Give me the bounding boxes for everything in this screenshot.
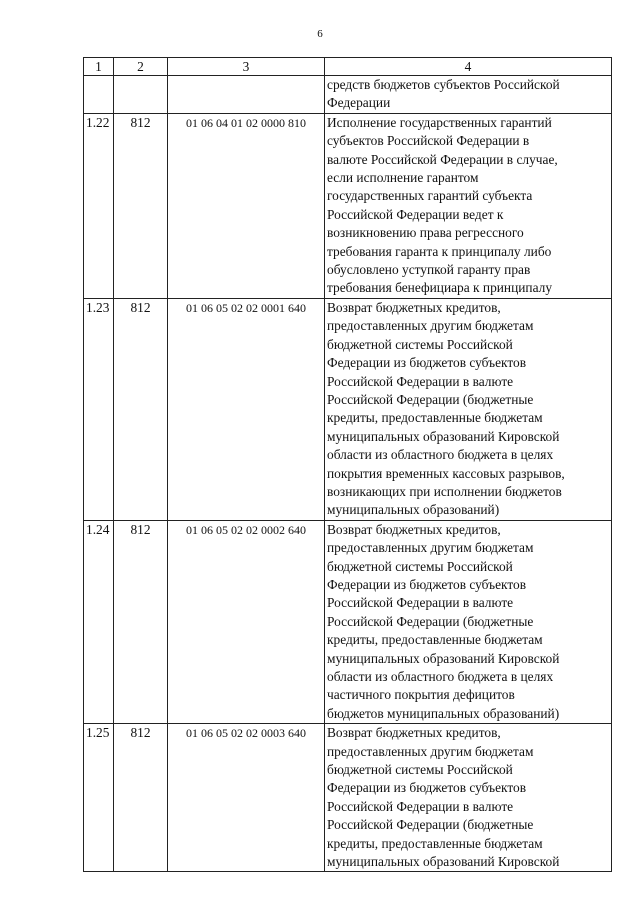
- description-line: если исполнение гарантом: [327, 170, 479, 186]
- description-line: Федерации из бюджетов субъектов: [327, 780, 527, 796]
- budget-code-table: [83, 57, 612, 872]
- description-line: покрытия временных кассовых разрывов,: [327, 465, 565, 481]
- row-number: [84, 76, 114, 114]
- chapter-code: [114, 76, 168, 114]
- source-description: [325, 724, 612, 872]
- description-line: Возврат бюджетных кредитов,: [327, 299, 501, 315]
- description-line: бюджетной системы Российской: [327, 558, 513, 574]
- description-line: бюджетной системы Российской: [327, 336, 513, 352]
- table-row: [84, 520, 612, 723]
- header-col-4: 4: [325, 58, 612, 76]
- description-line: Федерации из бюджетов субъектов: [327, 355, 527, 371]
- header-row: [84, 58, 612, 76]
- budget-classification-code: [168, 76, 325, 114]
- chapter-code: 812: [114, 520, 168, 723]
- description-line: Возврат бюджетных кредитов,: [327, 725, 501, 741]
- description-line: предоставленных другим бюджетам: [327, 540, 534, 556]
- row-number: 1.24: [84, 520, 114, 723]
- description-line: государственных гарантий субъекта: [327, 188, 533, 204]
- source-description: [325, 76, 612, 114]
- description-line: средств бюджетов субъектов Российской: [327, 77, 560, 92]
- description-line: бюджетов муниципальных образований): [327, 705, 560, 721]
- source-description: [325, 520, 612, 723]
- header-col-3: 3: [168, 58, 325, 76]
- budget-classification-code: 01 06 04 01 02 0000 810: [168, 113, 325, 298]
- description-line: требования бенефициара к принципалу: [327, 280, 553, 296]
- budget-classification-code: 01 06 05 02 02 0003 640: [168, 724, 325, 872]
- chapter-code: 812: [114, 113, 168, 298]
- description-line: Российской Федерации в валюте: [327, 798, 514, 814]
- description-line: бюджетной системы Российской: [327, 762, 513, 778]
- row-number: 1.23: [84, 298, 114, 520]
- description-line: области из областного бюджета в целях: [327, 447, 554, 463]
- description-line: муниципальных образований): [327, 502, 500, 518]
- source-description: [325, 113, 612, 298]
- description-line: валюте Российской Федерации в случае,: [327, 151, 558, 167]
- description-line: Российской Федерации в валюте: [327, 595, 514, 611]
- description-line: муниципальных образований Кировской: [327, 428, 560, 444]
- description-line: Исполнение государственных гарантий: [327, 114, 552, 130]
- description-line: Возврат бюджетных кредитов,: [327, 521, 501, 537]
- row-number: 1.22: [84, 113, 114, 298]
- description-line: требования гаранта к принципалу либо: [327, 243, 552, 259]
- description-line: муниципальных образований Кировской: [327, 854, 560, 870]
- description-line: Федерации: [327, 95, 391, 111]
- description-line: обусловлено уступкой гаранту прав: [327, 262, 531, 278]
- description-line: кредиты, предоставленные бюджетам: [327, 410, 543, 426]
- description-line: Российской Федерации (бюджетные: [327, 613, 534, 629]
- description-line: кредиты, предоставленные бюджетам: [327, 632, 543, 648]
- page-number: 6: [317, 28, 323, 40]
- table-header: [84, 58, 612, 76]
- header-col-2: 2: [114, 58, 168, 76]
- description-line: области из областного бюджета в целях: [327, 669, 554, 684]
- description-line: предоставленных другим бюджетам: [327, 743, 534, 759]
- description-line: предоставленных другим бюджетам: [327, 318, 534, 334]
- source-description: [325, 298, 612, 520]
- chapter-code: 812: [114, 724, 168, 872]
- description-line: муниципальных образований Кировской: [327, 650, 560, 666]
- description-line: субъектов Российской Федерации в: [327, 133, 530, 149]
- table-row: [84, 76, 612, 114]
- description-line: Федерации из бюджетов субъектов: [327, 576, 527, 592]
- description-line: Российской Федерации (бюджетные: [327, 391, 534, 407]
- header-col-1: 1: [84, 58, 114, 76]
- description-line: Российской Федерации в валюте: [327, 373, 514, 389]
- budget-classification-code: 01 06 05 02 02 0002 640: [168, 520, 325, 723]
- description-line: частичного покрытия дефицитов: [327, 687, 515, 703]
- description-line: Российской Федерации (бюджетные: [327, 817, 534, 833]
- table-row: [84, 298, 612, 520]
- description-line: возникающих при исполнении бюджетов: [327, 483, 562, 499]
- budget-classification-code: 01 06 05 02 02 0001 640: [168, 298, 325, 520]
- table-row: [84, 724, 612, 872]
- table-body: [84, 76, 612, 872]
- table-row: [84, 113, 612, 298]
- description-line: Российской Федерации ведет к: [327, 206, 504, 222]
- row-number: 1.25: [84, 724, 114, 872]
- description-line: возникновению права регрессного: [327, 225, 524, 241]
- description-line: кредиты, предоставленные бюджетам: [327, 835, 543, 851]
- chapter-code: 812: [114, 298, 168, 520]
